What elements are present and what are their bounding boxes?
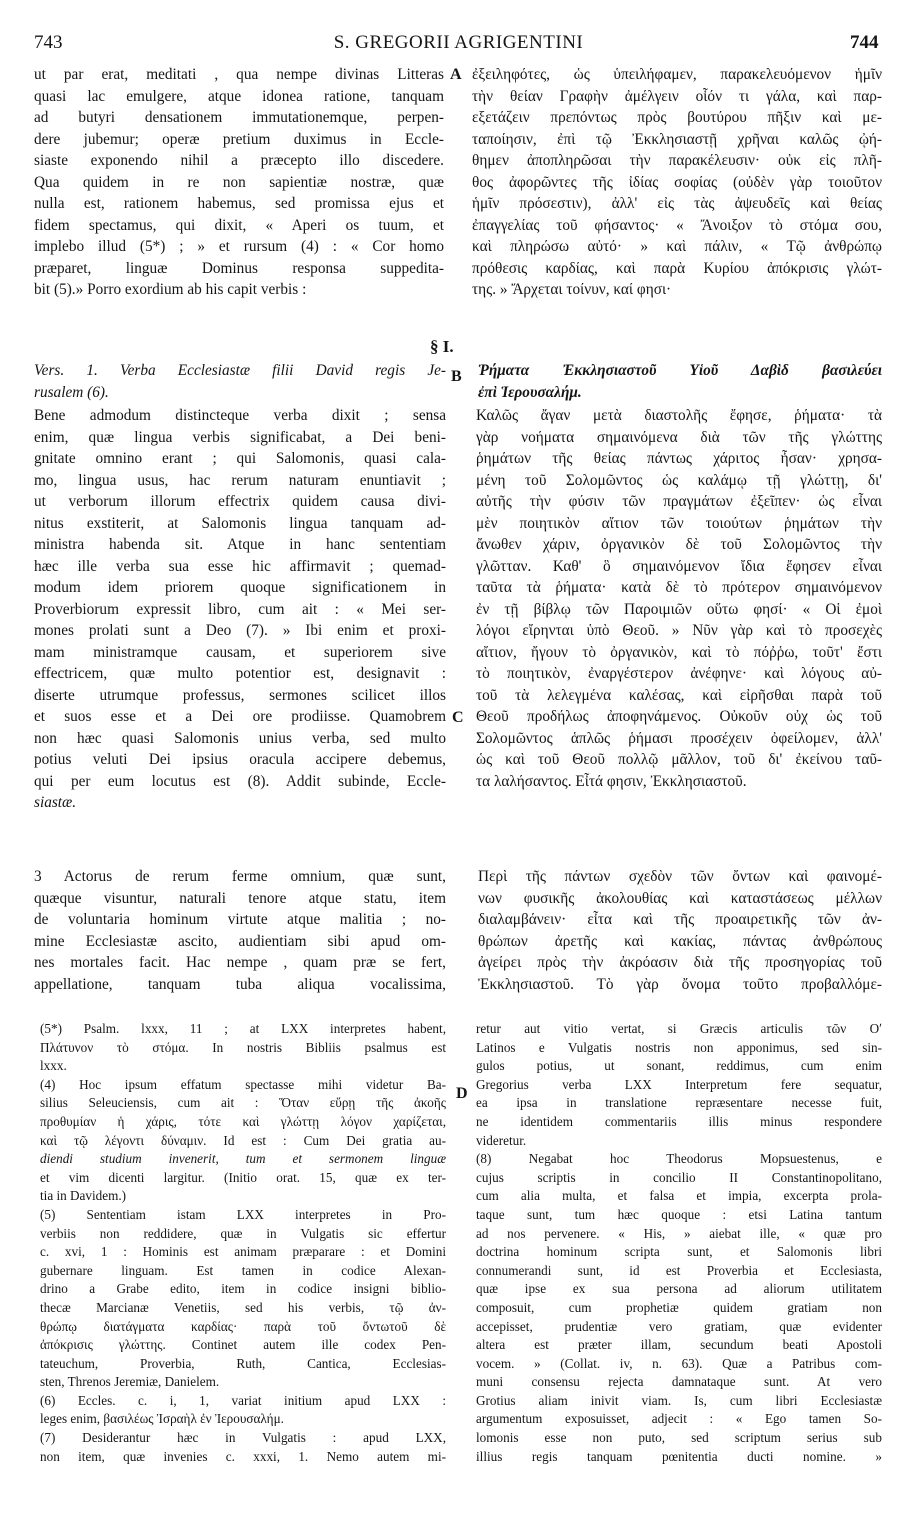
text-line: mones prolati sunt a Deo (7). » Ibi enim et proxi- <box>34 622 446 639</box>
text-line: Bene admodum distincteque verba dixit ; sensa <box>34 407 446 424</box>
footnotes-left <box>40 1020 446 1466</box>
footnote-line: ea ipsa in translatione repræsentare necesse fuit, <box>476 1095 882 1111</box>
text-line: 3 Actorus de rerum ferme omnium, quæ sunt, <box>34 868 446 885</box>
text-line: ἡμῖν πρόσεστιν), ἀλλ' εἰς τὰς ἀψευδεῖς καὶ θείας <box>472 195 882 212</box>
text-line: præparet, linguæ Dominus responsa suppedita- <box>34 259 444 277</box>
footnote-line: προθυμίαν ἡ χάρις, τότε καὶ γλώττῃ λόγον χαρίζεται, <box>40 1113 446 1129</box>
text-line: effectricem, quæ multo potentior est, designavit : <box>34 665 446 682</box>
text-line: ἄνωθεν χάριν, ὀργανικὸν δὲ τοῦ Σολομῶντος τὴν <box>476 536 882 553</box>
footnote-line: tateuchum, Proverbia, Ruth, Cantica, Ecclesias- <box>40 1355 446 1371</box>
text-line: rusalem (6). <box>34 383 109 401</box>
footnote-line: retur aut vitio vertat, si Græcis articulis τῶν Οʹ <box>476 1021 882 1036</box>
greek-verse-heading <box>478 360 882 403</box>
footnote-line: cujus scriptis in concilio II Constantinopolitano, <box>476 1169 882 1185</box>
text-line: mam ministramque causam, et superiorem sive <box>34 643 446 661</box>
footnote-line: (8) Negabat hoc Theodorus Mopsuestenus, e <box>476 1151 882 1167</box>
text-line: νων φυσικῆς ἀκολουθίας καὶ καταστάσεως μέλλων <box>478 889 882 907</box>
text-line: θημεν ἀποπληρῶσαι τὴν παρακέλευσιν· οὐκ εἰς πλῆ- <box>472 152 882 169</box>
text-line: mine Ecclesiastæ ascito, audientiam sibi apud om- <box>34 932 446 950</box>
footnote-line: tia in Davidem.) <box>40 1188 127 1204</box>
footnote-line: (5) Sententiam istam LXX interpretes in Pro- <box>40 1206 446 1222</box>
latin-commentary-block <box>34 405 446 814</box>
greek-section-3 <box>478 866 882 995</box>
text-line: implebo illud (5*) ; » et rursum (4) : « Cor homo <box>34 238 444 255</box>
footnote-line: diendi studium invenerit, tum et sermonem linguæ <box>40 1151 446 1167</box>
footnote-line: altera est præter illam, secundum beati Apostoli <box>476 1337 882 1353</box>
footnote-line: ἀπόκρισις γλώττης. Continet autem ille codex Pen- <box>40 1337 446 1353</box>
footnote-line: (5*) Psalm. lxxx, 11 ; at LXX interpretes habent, <box>40 1021 446 1036</box>
text-line: ἀγείρει πρὸς τὴν ἀκρόασιν διὰ τῆς προσηγορίας τοῦ <box>478 954 882 971</box>
footnote-line: doctrina hominum scripta sunt, et Salomonis libri <box>476 1244 882 1260</box>
footnote-line: lomonis esse non puto, sed scriptum serius sub <box>476 1430 882 1446</box>
text-line: αὐτῆς τὴν φύσιν τῶν πραγμάτων ἐξεῖπεν· ὡς εἶναι <box>476 493 882 510</box>
marker-c: C <box>452 709 464 726</box>
text-line: Ἐκκλησιαστοῦ. Τὸ γὰρ ὄνομα τοῦτο προβαλλόμε- <box>478 975 882 993</box>
greek-top-block <box>472 64 882 301</box>
latin-top-block <box>34 64 444 301</box>
text-line: θος ἀφορῶντες τῆς ἰδίας σοφίας (οὐδὲν γὰρ τοιοῦτον <box>472 173 882 191</box>
text-line: γλῶτταν. Καθ' ὃ σημαινόμενον ἴδια ἔφησεν εἶναι <box>476 557 882 575</box>
text-line: Proverbiorum expressit libro, cum ait : « Mei ser- <box>34 600 446 618</box>
text-line: qui per eum locutus est (8). Addit subinde, Eccle- <box>34 772 446 790</box>
footnote-line: leges enim, βασιλέως Ἰσραὴλ ἐν Ἰερουσαλήμ. <box>40 1411 284 1427</box>
footnotes-right <box>476 1020 882 1466</box>
text-line: potius veluti Dei ipsius oracula accipere debemus, <box>34 751 446 768</box>
footnote-line: verbiis non reddidere, quæ in Vulgatis sic effertur <box>40 1225 446 1241</box>
text-line: της. » Ἄρχεται τοίνυν, καί φησι· <box>472 281 672 298</box>
marker-a: A <box>450 66 462 83</box>
text-line: πρόθεσις καρδίας, καὶ παρὰ Κυρίου ἀπόκρισις γλώτ- <box>472 259 882 277</box>
text-line: fidem spectamus, qui dixit, « Aperi os tuum, et <box>34 216 444 234</box>
text-line: αἴτιον, ἤγουν τὸ ὀργανικὸν, καὶ τὸ πόῤῥω, τοῦτ' ἔστι <box>476 643 882 661</box>
footnote-line: θρώπῳ διατάγματα καρδίας· παρὰ τοῦ ὄντωτοῦ δὲ <box>40 1318 446 1334</box>
text-line: λόγοι εἴρηνται ὑπὸ Θεοῦ. » Νῦν γὰρ καὶ τὸ προσεχὲς <box>476 622 882 639</box>
text-line: ἐξειληφότες, ὡς ὑπειλήφαμεν, παρακελευόμενον ἡμῖν <box>472 66 882 83</box>
footnote-line: silius Seleuciensis, cum ait : Ὅταν εὕρῃ τῆς ἀκοῆς <box>40 1095 446 1111</box>
text-line: siaste exponendo nihil a præcepto illo discedere. <box>34 152 444 169</box>
footnote-line: ad nos pervenere. « His, » aiebat ille, « quæ pro <box>476 1225 882 1241</box>
footnote-line: sten, Threnos Jeremiæ, Danielem. <box>40 1374 220 1390</box>
text-line: διαλαμβάνειν· εἶτα καὶ τῆς προαιρετικῆς τῶν ἀν- <box>478 911 882 928</box>
text-line: ἐπὶ Ἱερουσαλήμ. <box>478 383 582 401</box>
text-line: nitus exstiterit, at Salomonis lingua tanquam ad- <box>34 514 446 532</box>
text-line: diserte utrumque professus, sermones scilicet illos <box>34 686 446 704</box>
text-line: καὶ πληρώσω αὐτό· » καὶ πάλιν, « Τῷ ἀνθρώπῳ <box>472 238 882 255</box>
text-line: dere jubemur; operæ pretium duximus in Eccle- <box>34 130 444 148</box>
right-page-number: 744 <box>850 32 879 53</box>
footnote-line: Grotius aliam inivit viam. Is, cum libri Ecclesiastæ <box>476 1392 882 1408</box>
text-line: et suos esse et a Dei ore prodiisse. Quamobrem <box>34 708 446 725</box>
text-line: ῥημάτων τῆς θείας πάντως χάριτος ἦσαν· χρησα- <box>476 450 882 467</box>
latin-verse-heading <box>34 360 446 403</box>
footnote-line: (4) Hoc ipsum effatum spectasse mihi videtur Ba- <box>40 1076 446 1092</box>
footnote-line: Latinos e Vulgatis nostris non apponimus, sed sin- <box>476 1039 882 1055</box>
text-line: ministra habenda sit. Atque in hanc sententiam <box>34 536 446 553</box>
text-line: nes mortales facit. Hac nempe , quam præ se fert, <box>34 954 446 971</box>
footnote-line: vocem. » (Collat. iv, n. 63). Quæ a Patribus com- <box>476 1355 882 1371</box>
text-line: μένη τοῦ Σολομῶντος ὡς καλάμῳ τῇ γλώττῃ, δι' <box>476 471 882 489</box>
latin-section-3 <box>34 866 446 995</box>
footnote-line: et vim dicenti largitur. (Initio orat. 15, quæ ex ter- <box>40 1169 446 1185</box>
footnote-line: καὶ τῷ λέγοντι δύναμιν. Id est : Cum Dei gratia au- <box>40 1132 446 1148</box>
text-line: modum idem priorem quoque significationem in <box>34 579 446 596</box>
footnote-line: (7) Desiderantur hæc in Vulgatis : apud LXX, <box>40 1430 446 1446</box>
marker-b: B <box>451 368 462 385</box>
text-line: nulla est, rationem habemus, sed promissa ejus et <box>34 195 444 212</box>
footnote-line: composuit, cum prophetiæ quidem gratiam non <box>476 1299 882 1315</box>
text-line: τὸ ποιητικὸν, ἐναργέστερον ἀνέφηνε· καὶ λόγους αὐ- <box>476 665 882 682</box>
text-line: ἐπαγγελίας τοῦ φήσαντος· « Ἄνοιξον τὸ στόμα σου, <box>472 216 882 234</box>
footnote-line: muni consensu rejecta damnataque sunt. At vero <box>476 1374 882 1390</box>
text-line: γὰρ νοήματα σημαινόμενα διὰ τῶν τῆς γλώττης <box>476 428 882 446</box>
text-line: Σολομῶντος ἁπλῶς ῥήμασι προσέχειν ὀφείλομεν, ἀλλ' <box>476 729 882 747</box>
text-line: εξετάζειν πρεπόντως πρὸς βουτύρου πῆξιν καὶ με- <box>472 109 882 126</box>
footnote-line: accepisset, prudentiæ vero gratiam, quæ evidenter <box>476 1318 882 1334</box>
text-line: de voluntaria hominum virtute atque malitia ; no- <box>34 911 446 928</box>
footnote-line: Gregorius verba LXX Interpretum fere sequatur, <box>476 1076 882 1092</box>
footnote-line: lxxx. <box>40 1058 67 1074</box>
footnote-line: drino a Grabe edito, item in codice insigni biblio- <box>40 1281 446 1297</box>
footnote-line: gulos potius, ut sonant, reddimus, cum enim <box>476 1058 882 1074</box>
text-line: ὡς καὶ τοῦ Θεοῦ πολλῷ μᾶλλον, τοῦ δι' ἐκείνου ταῦ- <box>476 751 882 768</box>
footnote-line: videretur. <box>476 1132 527 1148</box>
footnote-line: taque sunt, tum hæc quoque : etsi Latina tantum <box>476 1206 882 1222</box>
text-line: gnitate omnino erant ; qui Salomonis, quasi cala- <box>34 450 446 467</box>
text-line: Περὶ τῆς πάντων σχεδὸν τῶν ὄντων καὶ φαινομέ- <box>478 868 882 885</box>
footnote-line: (6) Eccles. c. i, 1, variat initium apud LXX : <box>40 1392 446 1408</box>
text-line: Θεοῦ προδήλως ἀποφηνάμενος. Οὐκοῦν οὐχ ὡς τοῦ <box>476 708 882 725</box>
text-line: Καλῶς ἄγαν μετὰ διαστολῆς ἔφησε, ῥήματα· τὰ <box>476 407 882 424</box>
footnote-line: illius regis tanquam pœnitentia ducti nomine. » <box>476 1448 882 1464</box>
text-line: ut verborum illorum effectrix quidem causa divi- <box>34 493 446 510</box>
greek-commentary-block <box>476 405 882 792</box>
footnote-line: connumerandi sunt, id est Proverbia et Ecclesiasta, <box>476 1262 882 1278</box>
text-line: appellatione, tanquam tuba aliqua vocalissima, <box>34 975 446 993</box>
text-line: ad butyri densationem immutationemque, perpen- <box>34 109 444 126</box>
text-line: quæque visuntur, naturali tenore atque statu, item <box>34 889 446 907</box>
text-line: Qua quidem in re non sapientiæ nostræ, quæ <box>34 173 444 191</box>
text-line: Ῥήματα Ἐκκλησιαστοῦ Υἱοῦ Δαβὶδ βασιλεύει <box>478 362 882 379</box>
text-line: siastæ. <box>34 794 77 811</box>
footnote-line: cum alia multa, et falsa et impia, excerpta prola- <box>476 1188 882 1204</box>
text-line: τοῦ τὰ λελεγμένα καλέσας, καὶ εἰρῆσθαι παρὰ τοῦ <box>476 686 882 704</box>
text-line: ut par erat, meditati , qua nempe divinas Litteras <box>34 66 444 83</box>
text-line: Vers. 1. Verba Ecclesiastæ filii David regis Je- <box>34 362 446 379</box>
text-line: quasi lac emulgere, atque idonea ratione, tanquam <box>34 87 444 105</box>
footnote-line: gubernare linguam. Est tamen in codice Alexan- <box>40 1262 446 1278</box>
footnote-line: non item, quæ invenies c. xxxi, 1. Nemo autem mi- <box>40 1448 446 1464</box>
left-page-number: 743 <box>34 32 63 53</box>
footnote-line: argumentum exposuisset, adjecit : « Ego tamen So- <box>476 1411 882 1427</box>
footnote-line: thecæ Marcianæ Venetiis, sed his verbis, τῷ ἀν- <box>40 1299 446 1315</box>
text-line: ταῦτα τὰ ῥήματα· κατὰ δὲ τὸ πρότερον σημαινόμενον <box>476 579 882 596</box>
text-line: τα λαλήσαντος. Εἶτά φησιν, Ἐκκλησιαστοῦ. <box>476 772 747 790</box>
text-line: θρώπων ἀρετῆς καὶ κακίας, πάντας ἀνθρώπους <box>478 932 882 950</box>
text-line: μὲν ποιητικὸν αἴτιον τῶν τοιούτων ῥημάτων τὴν <box>476 514 882 532</box>
footnote-line: quæ ipse ex sua persona ad aliorum utilitatem <box>476 1281 882 1297</box>
text-line: ταποίησιν, ἐπὶ τῷ Ἐκκλησιαστῇ χρῆναι καλῶς ᾠή- <box>472 130 882 148</box>
section-mark: § I. <box>430 337 454 356</box>
footnote-line: Πλάτυνον τὸ στόμα. In nostris Bibliis psalmus est <box>40 1039 446 1055</box>
text-line: hæc ille verba sua esse hic affirmavit ; quemad- <box>34 557 446 575</box>
text-line: enim, quæ lingua verbis significabat, a Dei beni- <box>34 428 446 446</box>
text-line: ἐν τῇ βίβλῳ τῶν Παροιμιῶν οὕτω φησί· « Οἱ ἐμοὶ <box>476 600 882 618</box>
footnote-line: c. xvi, 1 : Hominis est animam præparare : et Domini <box>40 1244 446 1260</box>
marker-d: D <box>456 1085 468 1102</box>
text-line: τὴν θείαν Γραφὴν ἀμέλγειν οἷόν τι γάλα, καὶ παρ- <box>472 87 882 105</box>
text-line: non hæc quasi Salomonis unius verba, sed multo <box>34 729 446 747</box>
text-line: mo, lingua usus, hac rerum naturam enuntiavit ; <box>34 471 446 489</box>
text-line: bit (5).» Porro exordium ab his capit verbis : <box>34 281 307 298</box>
running-title: S. GREGORII AGRIGENTINI <box>333 32 584 53</box>
footnote-line: ne identidem commentariis illis minus respondere <box>476 1113 882 1129</box>
